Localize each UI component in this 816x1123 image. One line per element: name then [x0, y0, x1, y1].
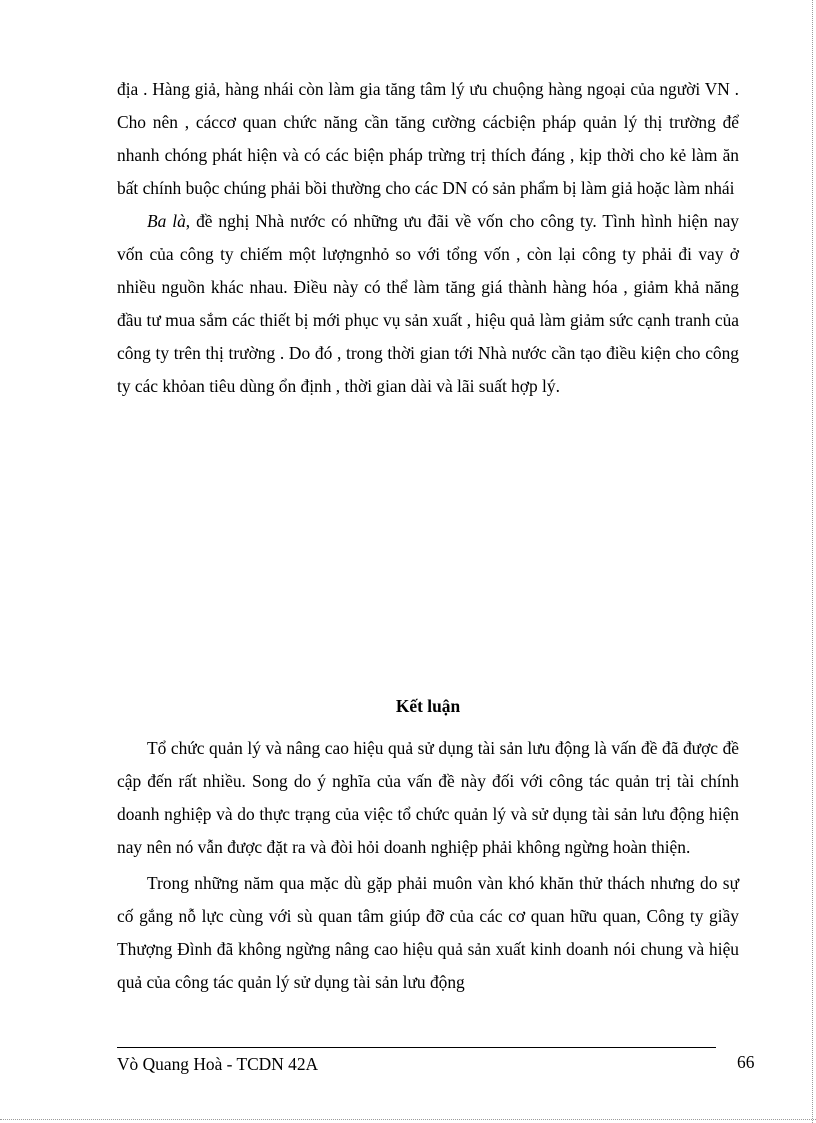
body-text-conclusion [117, 732, 739, 999]
page-border-right [812, 0, 813, 1123]
footer-author: Vò Quang Hoà - TCDN 42A [117, 1054, 319, 1074]
paragraph-conclusion-1: Tổ chức quản lý và nâng cao hiệu quả sử dụng tài sản lưu động là vấn đề đã được đề cập đến rất nhiều. Song do ý nghĩa của vấn đề này đối với công tác quản trị tài chính doanh nghiệp và do thực trạng của việc tổ chức quản lý và sử dụng tài sản lưu động hiện nay nên nó vẫn được đặt ra và đòi hỏi doanh nghiệp phải không ngừng hoàn thiện. [117, 738, 739, 857]
paragraph-text: , đề nghị Nhà nước có những ưu đãi về vốn cho công ty. Tình hình hiện nay vốn của công ty chiếm một lượngnhỏ so với tổng vốn , còn lại công ty phải đi vay ở nhiều nguồn khác nhau. Điều này có thể làm tăng giá thành hàng hóa , giảm khả năng đầu tư mua sắm các thiết bị mới phục vụ sản xuất , hiệu quả làm giảm sức cạnh tranh của công ty trên thị trường . Do đó , trong thời gian tới Nhà nước cần tạo điều kiện cho công ty các khỏan tiêu dùng ổn định , thời gian dài và lãi suất hợp lý. [117, 211, 739, 396]
footer-divider [117, 1047, 716, 1048]
body-text-top [117, 73, 739, 403]
paragraph-continuation [117, 73, 739, 205]
paragraph-text: địa . Hàng giả, hàng nhái còn làm gia tăng tâm lý ưu chuộng hàng ngoại của người VN . Cho nên , cáccơ quan chức năng cần tăng cường cácbiện pháp quản lý thị trường để nhanh chóng phát hiện và có các biện pháp trừng trị thích đáng , kịp thời cho kẻ làm ăn bất chính buộc chúng phải bồi thường cho các DN có sản phẩm bị làm giả hoặc làm nhái [117, 79, 739, 198]
paragraph-conclusion-2: Trong những năm qua mặc dù gặp phải muôn vàn khó khăn thử thách nhưng do sự cố gắng nỗ lực cùng với sù quan tâm giúp đỡ của các cơ quan hữu quan, Công ty giầy Thượng Đình đã không ngừng nâng cao hiệu quả sản xuất kinh doanh nói chung và hiệu quả của công tác quản lý sử dụng tài sản lưu động [117, 873, 739, 992]
paragraph-lead-italic: Ba là [147, 211, 186, 231]
page-number: 66 [737, 1052, 755, 1072]
section-heading: Kết luận [395, 696, 461, 716]
paragraph-ba-la [117, 205, 739, 403]
page-border-bottom [0, 1119, 816, 1120]
